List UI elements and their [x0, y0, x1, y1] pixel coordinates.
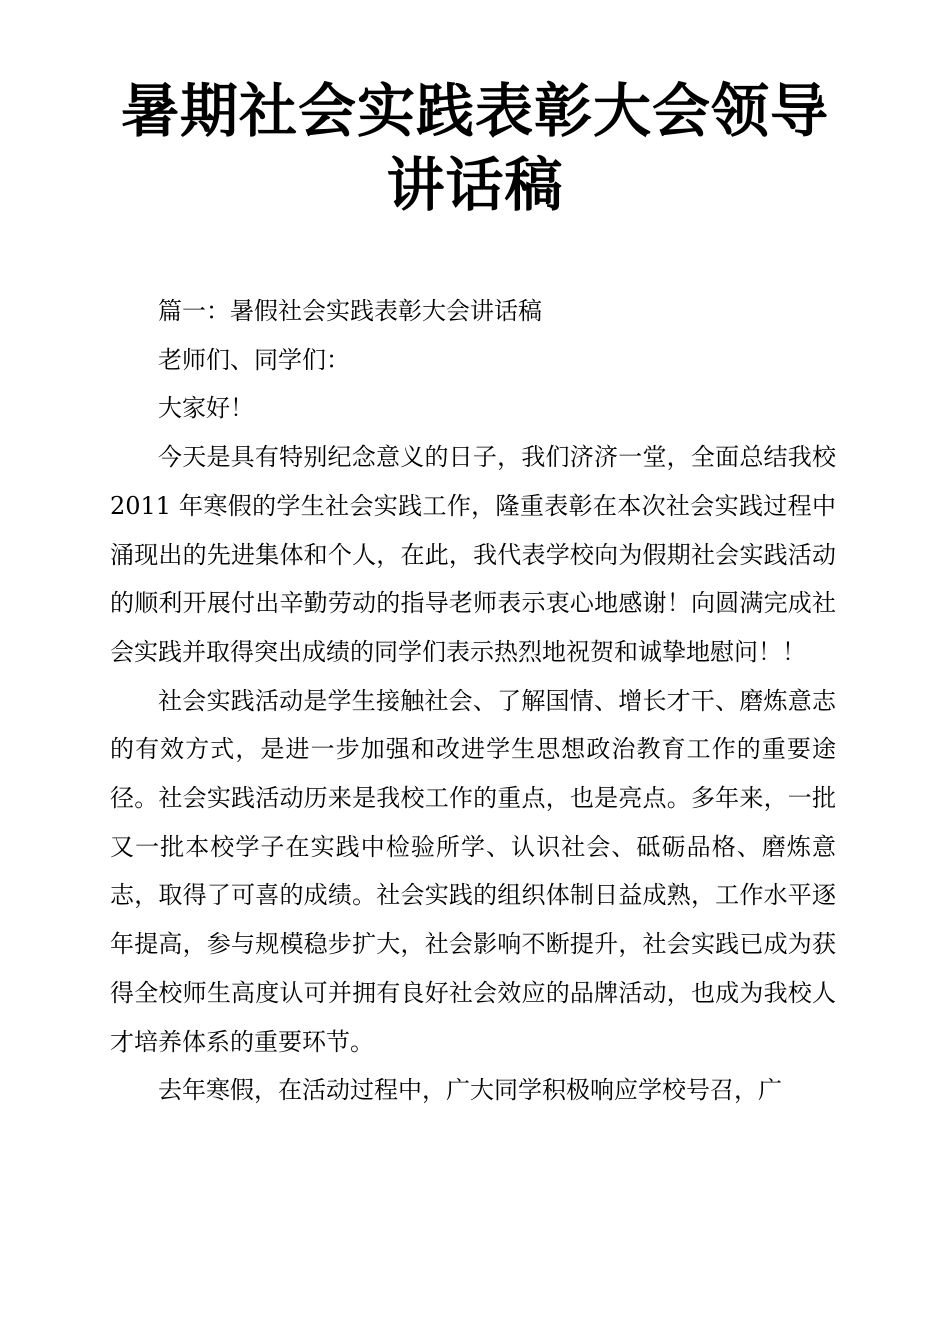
paragraph: 今天是具有特别纪念意义的日子，我们济济一堂，全面总结我校 2011 年寒假的学生社会实践工作，隆重表彰在本次社会实践过程中涌现出的先进集体和个人，在此，我代表学校向为假期社会实践活动的顺利开展付出辛勤劳动的指导老师表示衷心地感谢！向圆满完成社会实践并取得突出成绩的同学们表示热烈地祝贺和诚挚地慰问！！ [110, 443, 836, 666]
document-body [110, 287, 836, 1115]
paragraph: 社会实践活动是学生接触社会、了解国情、增长才干、磨炼意志的有效方式，是进一步加强和改进学生思想政治教育工作的重要途径。社会实践活动历来是我校工作的重点，也是亮点。多年来，一批又一批本校学子在实践中检验所学、认识社会、砥砺品格、磨炼意志，取得了可喜的成绩。社会实践的组织体制日益成熟，工作水平逐年提高，参与规模稳步扩大，社会影响不断提升，社会实践已成为获得全校师生高度认可并拥有良好社会效应的品牌活动，也成为我校人才培养体系的重要环节。 [110, 686, 836, 1056]
salutation: 老师们、同学们： [158, 345, 350, 374]
title-line-1: 暑期社会实践表彰大会领导 [120, 77, 829, 145]
paragraph: 去年寒假，在活动过程中，广大同学积极响应学校号召，广 [158, 1076, 782, 1105]
document-title [110, 74, 840, 222]
greeting: 大家好！ [158, 394, 254, 423]
section-heading: 篇一：暑假社会实践表彰大会讲话稿 [158, 297, 542, 325]
title-line-2: 讲话稿 [386, 151, 564, 219]
